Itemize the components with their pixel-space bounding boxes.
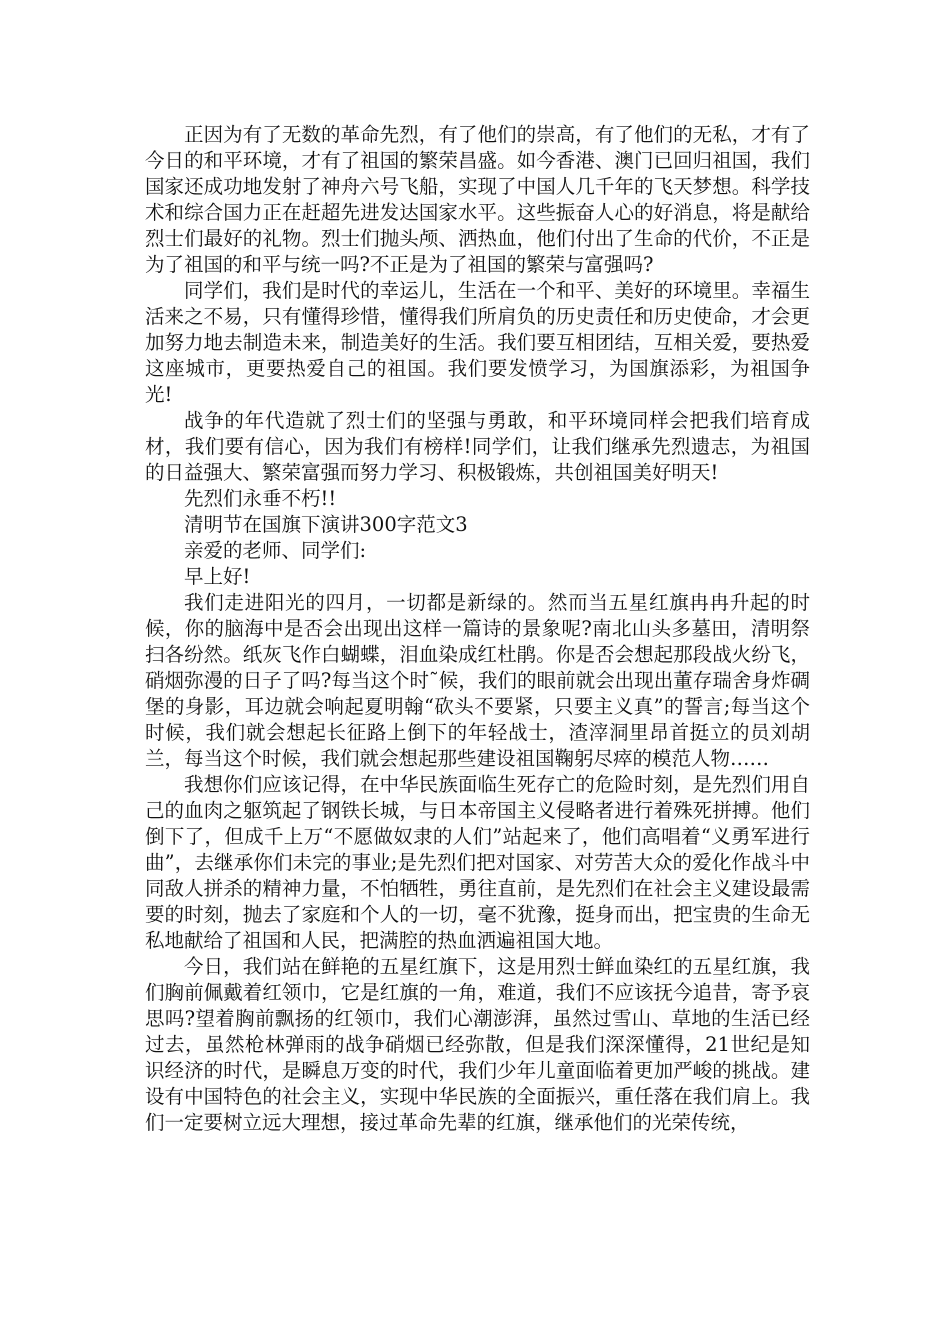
paragraph-4: 我们走进阳光的四月，一切都是新绿的。然而当五星红旗冉冉升起的时候，你的脑海中是否会出现出这样一篇诗的景象呢?南北山头多墓田，清明祭扫各纷然。纸灰飞作白蝴蝶，泪血染成红杜鹃。你是否会想起那段战火纷飞，硝烟弥漫的日子了吗?每当这个时˜候，我们的眼前就会出现出董存瑞舍身炸碉堡的身影，耳边就会响起夏明翰“砍头不要紧，只要主义真”的誓言;每当这个时候，我们就会想起长征路上倒下的年轻战士，渣滓洞里昂首挺立的员刘胡兰，每当这个时候，我们就会想起那些建设祖国鞠躬尽瘁的模范人物……: [145, 591, 810, 770]
salutation: 亲爱的老师、同学们:: [184, 539, 367, 562]
document-body: [145, 122, 810, 1136]
paragraph-2: 同学们，我们是时代的幸运儿，生活在一个和平、美好的环境里。幸福生活来之不易，只有懂得珍惜，懂得我们所肩负的历史责任和历史使命，才会更加努力地去制造未来，制造美好的生活。我们要互相团结，互相关爱，要热爱这座城市，更要热爱自己的祖国。我们要发愤学习，为国旗添彩，为祖国争光!: [145, 279, 810, 406]
paragraph-5: 我想你们应该记得，在中华民族面临生死存亡的危险时刻，是先烈们用自己的血肉之躯筑起了钢铁长城，与日本帝国主义侵略者进行着殊死拼搏。他们倒下了，但成千上万“不愿做奴隶的人们”站起来了，他们高唱着“义勇军进行曲”，去继承你们未完的事业;是先烈们把对国家、对劳苦大众的爱化作战斗中同敌人拼杀的精神力量，不怕牺牲，勇往直前，是先烈们在社会主义建设最需要的时刻，抛去了家庭和个人的一切，毫不犹豫，挺身而出，把宝贵的生命无私地献给了祖国和人民，把满腔的热血洒遍祖国大地。: [145, 773, 810, 952]
closing-slogan: 先烈们永垂不朽!!: [184, 487, 337, 510]
paragraph-3: 战争的年代造就了烈士们的坚强与勇敢，和平环境同样会把我们培育成材，我们要有信心，因为我们有榜样!同学们，让我们继承先烈遗志，为祖国的日益强大、繁荣富强而努力学习、积极锻炼，共创祖国美好明天!: [145, 409, 810, 484]
section-title: 清明节在国旗下演讲300字范文3: [184, 513, 468, 536]
greeting: 早上好!: [184, 565, 251, 588]
paragraph-6: 今日，我们站在鲜艳的五星红旗下，这是用烈士鲜血染红的五星红旗，我们胸前佩戴着红领巾，它是红旗的一角，难道，我们不应该抚今追昔，寄予哀思吗?望着胸前飘扬的红领巾，我们心潮澎湃，虽然过雪山、草地的生活已经过去，虽然枪林弹雨的战争硝烟已经弥散，但是我们深深懂得，21世纪是知识经济的时代，是瞬息万变的时代，我们少年儿童面临着更加严峻的挑战。建设有中国特色的社会主义，实现中华民族的全面振兴，重任落在我们肩上。我们一定要树立远大理想，接过革命先辈的红旗，继承他们的光荣传统，: [145, 955, 810, 1134]
paragraph-1: 正因为有了无数的革命先烈，有了他们的崇高，有了他们的无私，才有了今日的和平环境，才有了祖国的繁荣昌盛。如今香港、澳门已回归祖国，我们国家还成功地发射了神舟六号飞船，实现了中国人几千年的飞天梦想。科学技术和综合国力正在赶超先进发达国家水平。这些振奋人心的好消息，将是献给烈士们最好的礼物。烈士们抛头颅、洒热血，他们付出了生命的代价，不正是为了祖国的和平与统一吗?不正是为了祖国的繁荣与富强吗?: [145, 123, 810, 276]
